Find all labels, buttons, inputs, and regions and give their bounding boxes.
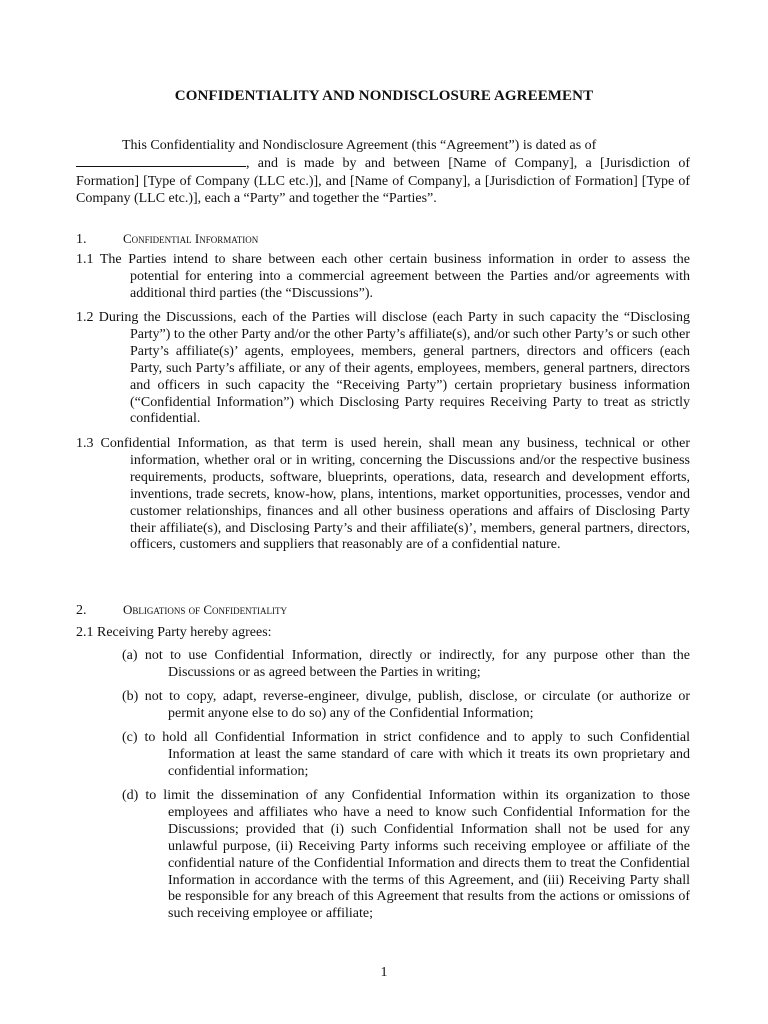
- section-1-heading: [76, 230, 258, 248]
- section-1-title: Confidential Information: [123, 231, 259, 246]
- intro-start: This Confidentiality and Nondisclosure Agreement (this “Agreement”) is dated as of: [122, 138, 597, 153]
- clause-1-3: 1.3 Confidential Information, as that term is used herein, shall mean any business, technical or other information, whether oral or in writing, concerning the Discussions and/or the respective business requirements, products, software, blueprints, operations, data, research and development efforts, inventions, trade secrets, know-how, plans, intentions, market opportunities, processes, vendor and customer relationships, finances and all other business operations and affairs of Disclosing Party their affiliate(s), and Disclosing Party’s and their affiliate(s)’, members, general partners, directors, officers, customers and suppliers that reasonably are of a confidential nature.: [76, 436, 690, 553]
- page-number: 1: [380, 965, 388, 980]
- document-title: CONFIDENTIALITY AND NONDISCLOSURE AGREEMENT: [174, 88, 594, 104]
- date-blank-line: [76, 154, 246, 167]
- item-c: (c) to hold all Confidential Information in strict confidence and to apply to such Confidential Information at least the same standard of care with which it treats its own proprietary and confidential information;: [122, 730, 690, 779]
- intro-rest: , and is made by and between [Name of Company], a [Jurisdiction of Formation] [Type of Company (LLC etc.)], and [Name of Company], a [Jurisdiction of Formation] [Type of Company (LLC etc.)], each a “Party” and together the “Parties”.: [76, 156, 690, 206]
- section-2-title: Obligations of Confidentiality: [123, 602, 288, 617]
- section-2-heading: [76, 601, 287, 619]
- item-d: (d) to limit the dissemination of any Confidential Information within its organization to those employees and affiliates who have a need to know such Confidential Information for the Discussions; provided that (i) such Confidential Information shall not be used for any unlawful purpose, (ii) Receiving Party informs such receiving employee or affiliate of the confidential nature of the Confidential Information and directs them to treat the Confidential Information in accordance with the terms of this Agreement, and (iii) Receiving Party shall be responsible for any breach of this Agreement that results from the actions or omissions of such receiving employee or affiliate;: [122, 788, 690, 922]
- clause-1-2: 1.2 During the Discussions, each of the Parties will disclose (each Party in such capacity the “Disclosing Party”) to the other Party and/or the other Party’s affiliate(s), and/or such other Party’s or such other Party’s affiliate(s)’ agents, employees, members, general partners, directors and officers (each Party, such Party’s affiliate, or any of their agents, employees, members, general partners, directors and officers in such capacity the “Receiving Party”) certain proprietary business information (“Confidential Information”) which Disclosing Party requires Receiving Party to treat as strictly confidential.: [76, 310, 690, 427]
- section-2-number: 2.: [76, 603, 87, 618]
- clause-1-1: 1.1 The Parties intend to share between each other certain business information in order to assess the potential for entering into a commercial agreement between the Parties and/or agreements with additional third parties (the “Discussions”).: [76, 252, 690, 301]
- section-1-number: 1.: [76, 232, 87, 247]
- clause-2-1: 2.1 Receiving Party hereby agrees:: [76, 625, 272, 640]
- item-a: (a) not to use Confidential Information, directly or indirectly, for any purpose other than the Discussions or as agreed between the Parties in writing;: [122, 648, 690, 680]
- intro-paragraph: [76, 137, 690, 207]
- item-b: (b) not to copy, adapt, reverse-engineer, divulge, publish, disclose, or circulate (or authorize or permit anyone else to do so) any of the Confidential Information;: [122, 689, 690, 721]
